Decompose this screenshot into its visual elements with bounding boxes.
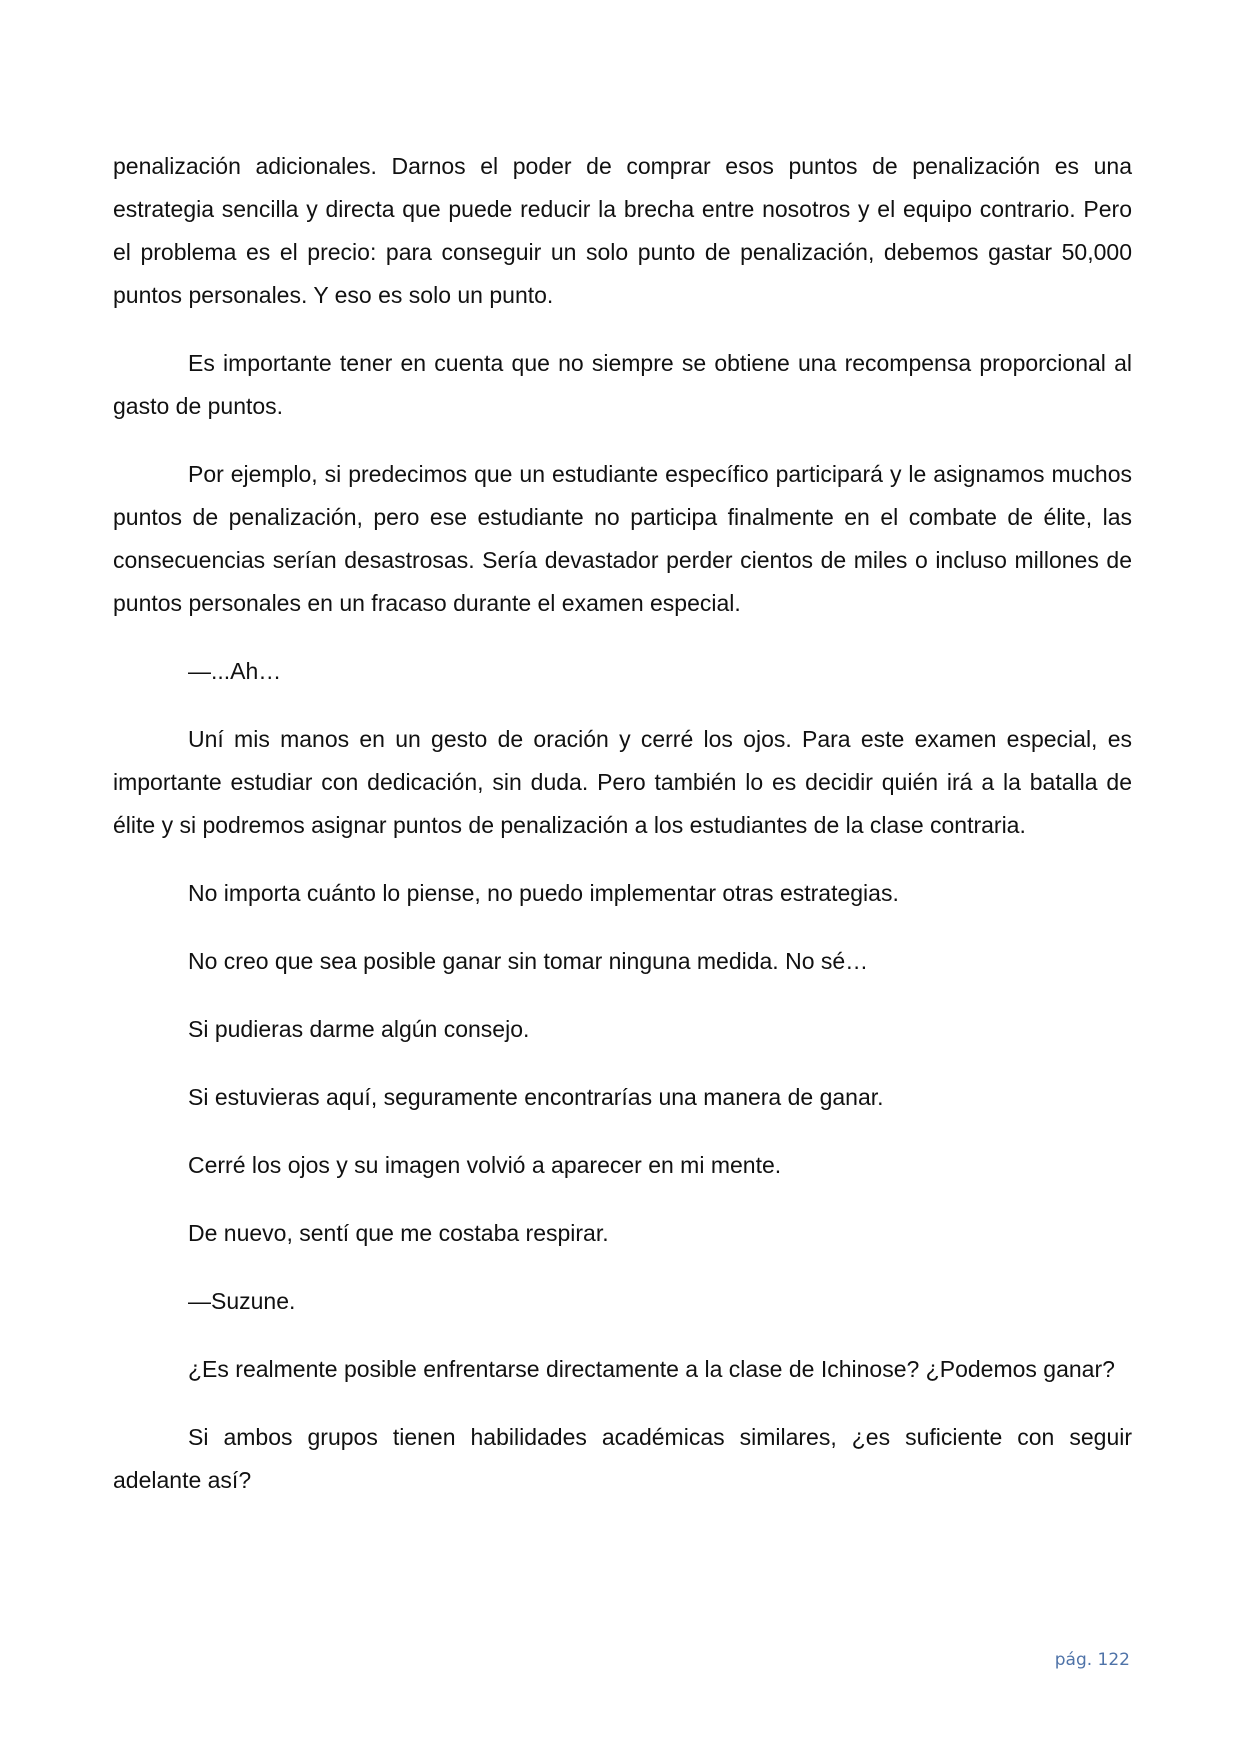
page-number: pág. 122 <box>1054 1650 1130 1670</box>
paragraph-13: ¿Es realmente posible enfrentarse directamente a la clase de Ichinose? ¿Podemos ganar? <box>188 1356 1115 1382</box>
paragraph-8: Si pudieras darme algún consejo. <box>188 1016 530 1042</box>
paragraph-12: —Suzune. <box>188 1288 296 1314</box>
body-text <box>113 145 1132 1527</box>
paragraph-10: Cerré los ojos y su imagen volvió a aparecer en mi mente. <box>188 1152 782 1178</box>
paragraph-5: Uní mis manos en un gesto de oración y cerré los ojos. Para este examen especial, es importante estudiar con dedicación, sin duda. Pero también lo es decidir quién irá a la batalla de élite y si podremos asignar puntos de penalización a los estudiantes de la clase contraria. <box>113 726 1132 838</box>
paragraph-2: Es importante tener en cuenta que no siempre se obtiene una recompensa proporcional al gasto de puntos. <box>113 350 1132 419</box>
paragraph-9: Si estuvieras aquí, seguramente encontrarías una manera de ganar. <box>188 1084 884 1110</box>
paragraph-7: No creo que sea posible ganar sin tomar ninguna medida. No sé… <box>188 948 869 974</box>
paragraph-4: —...Ah… <box>188 658 282 684</box>
paragraph-11: De nuevo, sentí que me costaba respirar. <box>188 1220 609 1246</box>
paragraph-6: No importa cuánto lo piense, no puedo implementar otras estrategias. <box>188 880 899 906</box>
paragraph-14: Si ambos grupos tienen habilidades académicas similares, ¿es suficiente con seguir adelante así? <box>113 1424 1132 1493</box>
paragraph-1: penalización adicionales. Darnos el poder de comprar esos puntos de penalización es una estrategia sencilla y directa que puede reducir la brecha entre nosotros y el equipo contrario. Pero el problema es el precio: para conseguir un solo punto de penalización, debemos gastar 50,000 puntos personales. Y eso es solo un punto. <box>113 153 1132 308</box>
paragraph-3: Por ejemplo, si predecimos que un estudiante específico participará y le asignamos muchos puntos de penalización, pero ese estudiante no participa finalmente en el combate de élite, las consecuencias serían desastrosas. Sería devastador perder cientos de miles o incluso millones de puntos personales en un fracaso durante el examen especial. <box>113 461 1132 616</box>
